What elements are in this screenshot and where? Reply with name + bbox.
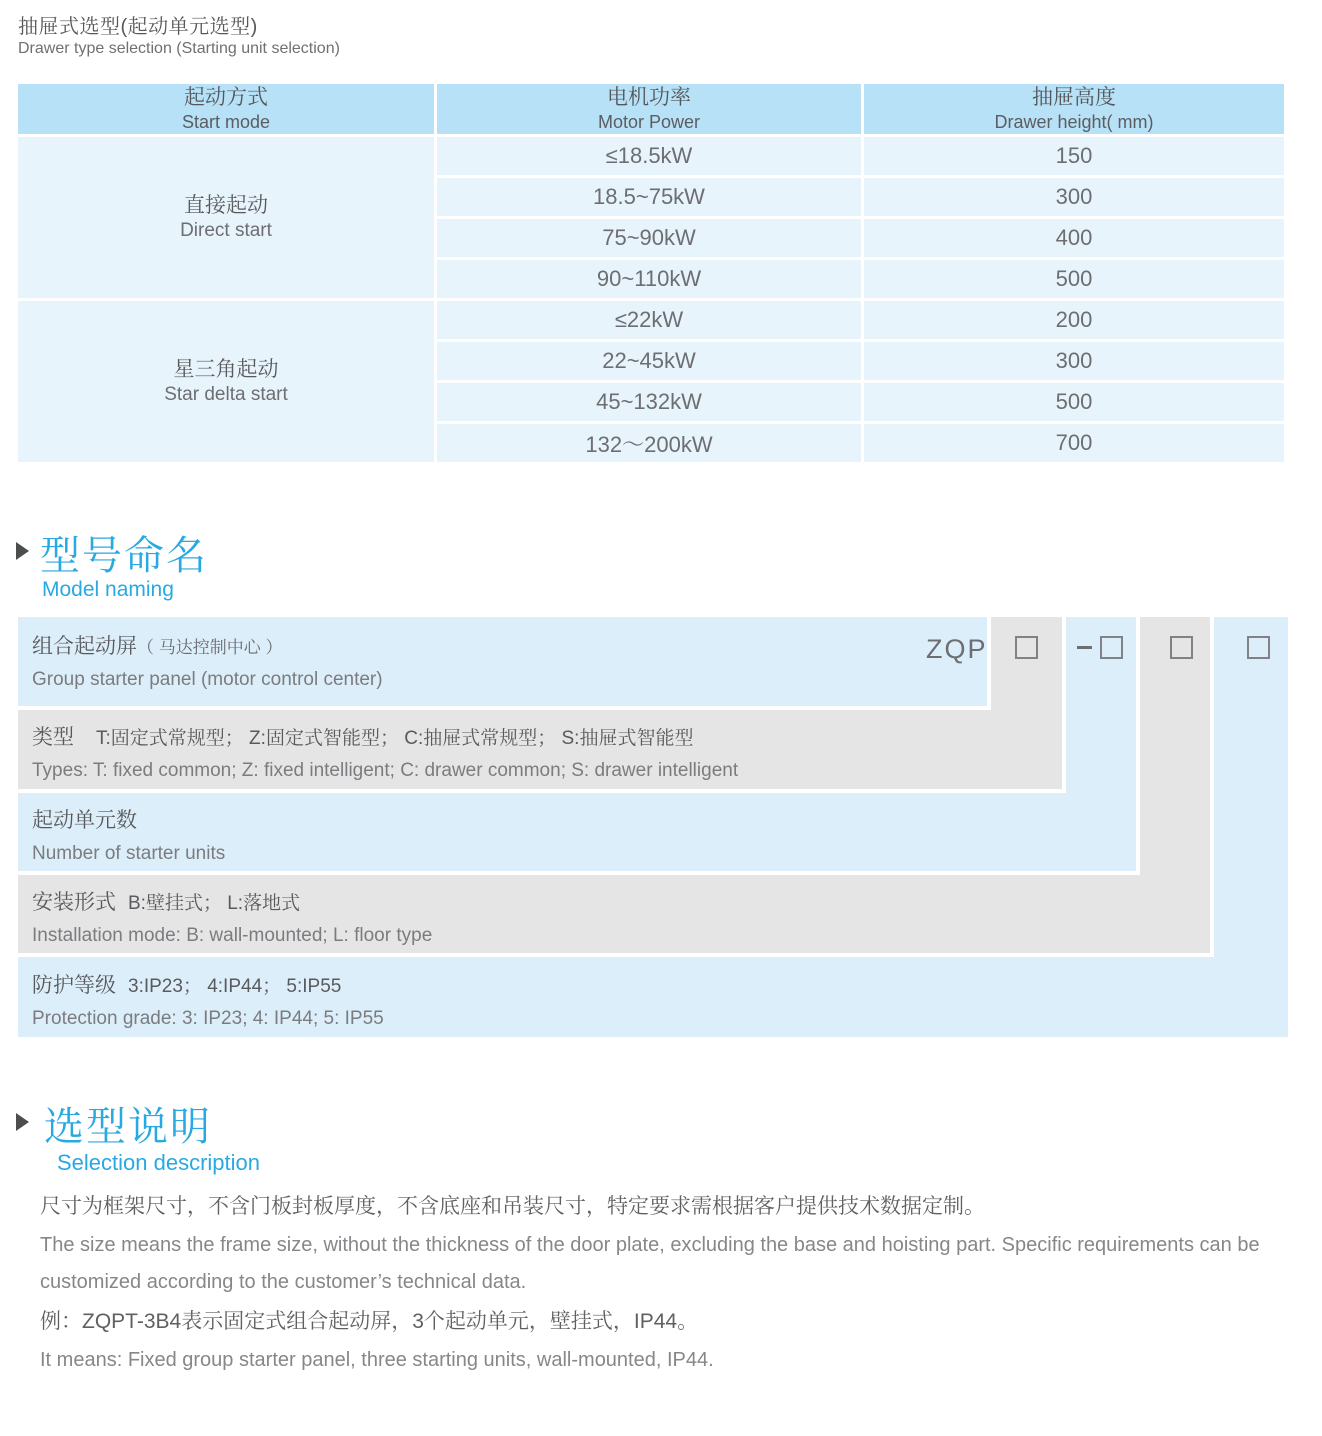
naming-row-en: Installation mode: B: wall-mounted; L: floor type [32, 925, 433, 946]
section-subtitle-selection-description: Selection description [57, 1150, 261, 1175]
section-bullet-icon [16, 542, 29, 560]
naming-row-starter-units [18, 793, 1136, 871]
cell-drawer-height: 300 [864, 178, 1284, 216]
naming-riser-protection-grade [1214, 617, 1288, 957]
naming-row-detail: B:壁挂式； L:落地式 [128, 893, 301, 914]
col-header-drawer-height [864, 84, 1284, 134]
description-paragraph: It means: Fixed group starter panel, three starting units, wall-mounted, IP44. [40, 1349, 714, 1371]
start-mode-zh: 直接起动 [184, 194, 268, 217]
naming-row-en: Types: T: fixed common; Z: fixed intelligent; C: drawer common; S: drawer intelligent [32, 760, 739, 781]
naming-row-detail: T:固定式常规型； Z:固定式智能型； C:抽屉式常规型； S:抽屉式智能型 [96, 728, 694, 749]
table-row [18, 301, 1284, 339]
naming-row-zh: 类型 T:固定式常规型； Z:固定式智能型； C:抽屉式常规型； S:抽屉式智能型 [32, 726, 694, 749]
code-placeholder-box [1015, 636, 1038, 659]
naming-row-zh: 防护等级 3:IP23； 4:IP44； 5:IP55 [32, 974, 342, 997]
cell-drawer-height: 200 [864, 301, 1284, 339]
section-title-model-naming: 型号命名 [40, 534, 208, 578]
cell-start-mode-direct [18, 137, 434, 298]
section-subtitle-model-naming: Model naming [42, 578, 174, 601]
naming-row-en: Protection grade: 3: IP23; 4: IP44; 5: IP55 [32, 1008, 384, 1029]
code-placeholder-box [1247, 636, 1270, 659]
selection-description-text [40, 1188, 1292, 1381]
naming-row-protection-grade [18, 957, 1288, 1037]
code-placeholder-box [1100, 636, 1123, 659]
description-paragraph: 例：ZQPT-3B4表示固定式组合起动屏，3个起动单元，壁挂式，IP44。 [40, 1310, 699, 1333]
naming-row-group-starter-panel [18, 617, 987, 706]
cell-drawer-height: 500 [864, 383, 1284, 421]
cell-drawer-height: 300 [864, 342, 1284, 380]
page-subtitle: Drawer type selection (Starting unit selection) [18, 40, 340, 57]
cell-motor-power: 45~132kW [437, 383, 861, 421]
naming-row-types [18, 710, 1062, 789]
cell-motor-power: 90~110kW [437, 260, 861, 298]
naming-row-en: Group starter panel (motor control center) [32, 669, 383, 690]
table-row [18, 137, 1284, 175]
col-header-en: Drawer height( mm) [994, 112, 1154, 132]
description-paragraph: 尺寸为框架尺寸，不含门板封板厚度，不含底座和吊装尺寸，特定要求需根据客户提供技术数据定制。 [40, 1195, 985, 1218]
cell-motor-power: 18.5~75kW [437, 178, 861, 216]
col-header-zh: 电机功率 [607, 86, 691, 109]
table-header-row [18, 84, 1284, 134]
col-header-en: Start mode [181, 112, 271, 132]
naming-row-detail: 3:IP23； 4:IP44； 5:IP55 [128, 976, 342, 997]
code-dash-icon [1077, 646, 1092, 649]
page-title: 抽屉式选型(起动单元选型) [18, 16, 258, 38]
naming-row-installation-mode [18, 875, 1210, 953]
section-title-selection-description: 选型说明 [44, 1105, 212, 1149]
start-mode-en: Direct start [180, 220, 272, 241]
col-header-motor-power [437, 84, 861, 134]
cell-motor-power: ≤18.5kW [437, 137, 861, 175]
naming-row-en: Number of starter units [32, 843, 226, 864]
naming-riser-types [991, 617, 1062, 710]
col-header-start-mode [18, 84, 434, 134]
cell-drawer-height: 400 [864, 219, 1284, 257]
cell-start-mode-star-delta [18, 301, 434, 462]
cell-motor-power: ≤22kW [437, 301, 861, 339]
cell-drawer-height: 700 [864, 424, 1284, 462]
naming-row-zh: 起动单元数 [32, 809, 137, 832]
drawer-selection-table [15, 81, 1287, 465]
cell-drawer-height: 150 [864, 137, 1284, 175]
cell-motor-power: 22~45kW [437, 342, 861, 380]
cell-drawer-height: 500 [864, 260, 1284, 298]
model-code-prefix: ZQP [926, 634, 988, 664]
col-header-en: Motor Power [597, 112, 701, 132]
naming-row-note: （ 马达控制中心 ） [137, 638, 283, 657]
section-bullet-icon [16, 1113, 29, 1131]
naming-row-zh: 安装形式 B:壁挂式； L:落地式 [32, 891, 301, 914]
start-mode-en: Star delta start [164, 384, 288, 405]
start-mode-zh: 星三角起动 [173, 358, 279, 381]
naming-row-zh: 组合起动屏（ 马达控制中心 ） [32, 635, 283, 658]
cell-motor-power: 75~90kW [437, 219, 861, 257]
col-header-zh: 起动方式 [184, 86, 268, 109]
model-naming-diagram [18, 617, 1288, 1037]
description-paragraph: The size means the frame size, without the thickness of the door plate, excluding the base and hoisting part. Specific requirements can be customized according to the customer’s technical data. [40, 1234, 1260, 1293]
cell-motor-power: 132～200kW [437, 424, 861, 462]
code-placeholder-box [1170, 636, 1193, 659]
col-header-zh: 抽屉高度 [1032, 86, 1116, 109]
